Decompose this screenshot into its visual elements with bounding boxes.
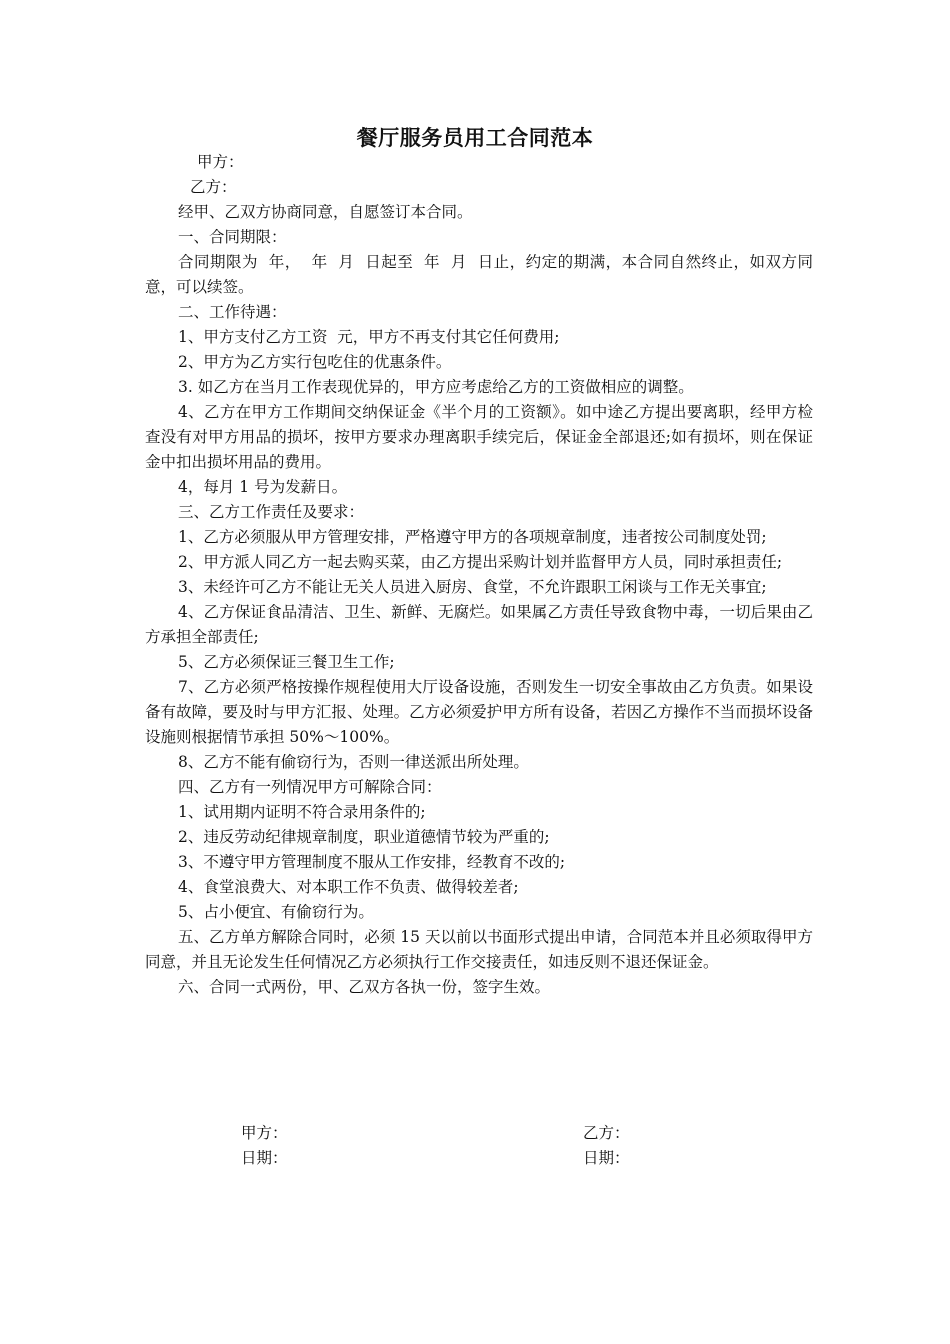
section-heading: 六、合同一式两份，甲、乙双方各执一份，签字生效。 xyxy=(178,978,551,996)
section-heading: 五、乙方单方解除合同时，必须 15 天以前以书面形式提出申请，合同范本并且必须取得甲方同意，并且无论发生任何情况乙方必须执行工作交接责任，如违反则不退还保证金。 xyxy=(145,928,813,971)
paragraph: 经甲、乙双方协商同意，自愿签订本合同。 xyxy=(178,203,473,221)
party-b-header: 乙方： xyxy=(190,178,237,196)
list-item: 3. 如乙方在当月工作表现优异的，甲方应考虑给乙方的工资做相应的调整。 xyxy=(178,378,694,396)
document-title: 餐厅服务员用工合同范本 xyxy=(356,126,594,150)
section-heading: 三、乙方工作责任及要求： xyxy=(178,503,365,521)
party-a-signature-label: 甲方： xyxy=(241,1124,288,1142)
list-item: 4、乙方保证食品清洁、卫生、新鲜、无腐烂。如果属乙方责任导致食物中毒，一切后果由乙方承担全部责任; xyxy=(145,603,813,646)
list-item: 3、未经许可乙方不能让无关人员进入厨房、食堂，不允许跟职工闲谈与工作无关事宜; xyxy=(178,578,767,596)
section-heading: 一、合同期限： xyxy=(178,228,287,246)
paragraph: 合同期限为 年， 年 月 日起至 年 月 日止，约定的期满，本合同自然终止，如双方同意，可以续签。 xyxy=(145,253,813,296)
section-heading: 四、乙方有一列情况甲方可解除合同： xyxy=(178,778,442,796)
list-item: 4、食堂浪费大、对本职工作不负责、做得较差者; xyxy=(178,878,519,896)
list-item: 7、乙方必须严格按操作规程使用大厅设备设施，否则发生一切安全事故由乙方负责。如果设备有故障，要及时与甲方汇报、处理。乙方必须爱护甲方所有设备，若因乙方操作不当而损坏设备设施则根据情节承担 50%～100%。 xyxy=(145,678,813,746)
list-item: 8、乙方不能有偷窃行为，否则一律送派出所处理。 xyxy=(178,753,529,771)
list-item: 3、不遵守甲方管理制度不服从工作安排，经教育不改的; xyxy=(178,853,566,871)
list-item: 4、乙方在甲方工作期间交纳保证金《半个月的工资额》。如中途乙方提出要离职，经甲方检查没有对甲方用品的损坏，按甲方要求办理离职手续完后，保证金全部退还;如有损坏，则在保证金中扣出损坏用品的费用。 xyxy=(145,403,813,471)
party-a-header: 甲方： xyxy=(197,153,244,171)
list-item: 5、占小便宜、有偷窃行为。 xyxy=(178,903,374,921)
list-item: 4，每月 1 号为发薪日。 xyxy=(178,478,348,496)
contract-body xyxy=(145,200,813,1000)
list-item: 2、甲方派人同乙方一起去购买菜，由乙方提出采购计划并监督甲方人员，同时承担责任; xyxy=(178,553,783,571)
list-item: 5、乙方必须保证三餐卫生工作; xyxy=(178,653,395,671)
party-b-signature-label: 乙方： xyxy=(583,1124,630,1142)
party-b-signature xyxy=(583,1121,630,1171)
party-b-date-label: 日期： xyxy=(583,1149,630,1167)
list-item: 2、违反劳动纪律规章制度，职业道德情节较为严重的; xyxy=(178,828,550,846)
list-item: 1、试用期内证明不符合录用条件的; xyxy=(178,803,426,821)
party-a-signature xyxy=(241,1121,288,1171)
party-a-date-label: 日期： xyxy=(241,1149,288,1167)
section-heading: 二、工作待遇： xyxy=(178,303,287,321)
list-item: 2、甲方为乙方实行包吃住的优惠条件。 xyxy=(178,353,452,371)
list-item: 1、乙方必须服从甲方管理安排，严格遵守甲方的各项规章制度，违者按公司制度处罚; xyxy=(178,528,767,546)
list-item: 1、甲方支付乙方工资 元，甲方不再支付其它任何费用; xyxy=(178,328,560,346)
